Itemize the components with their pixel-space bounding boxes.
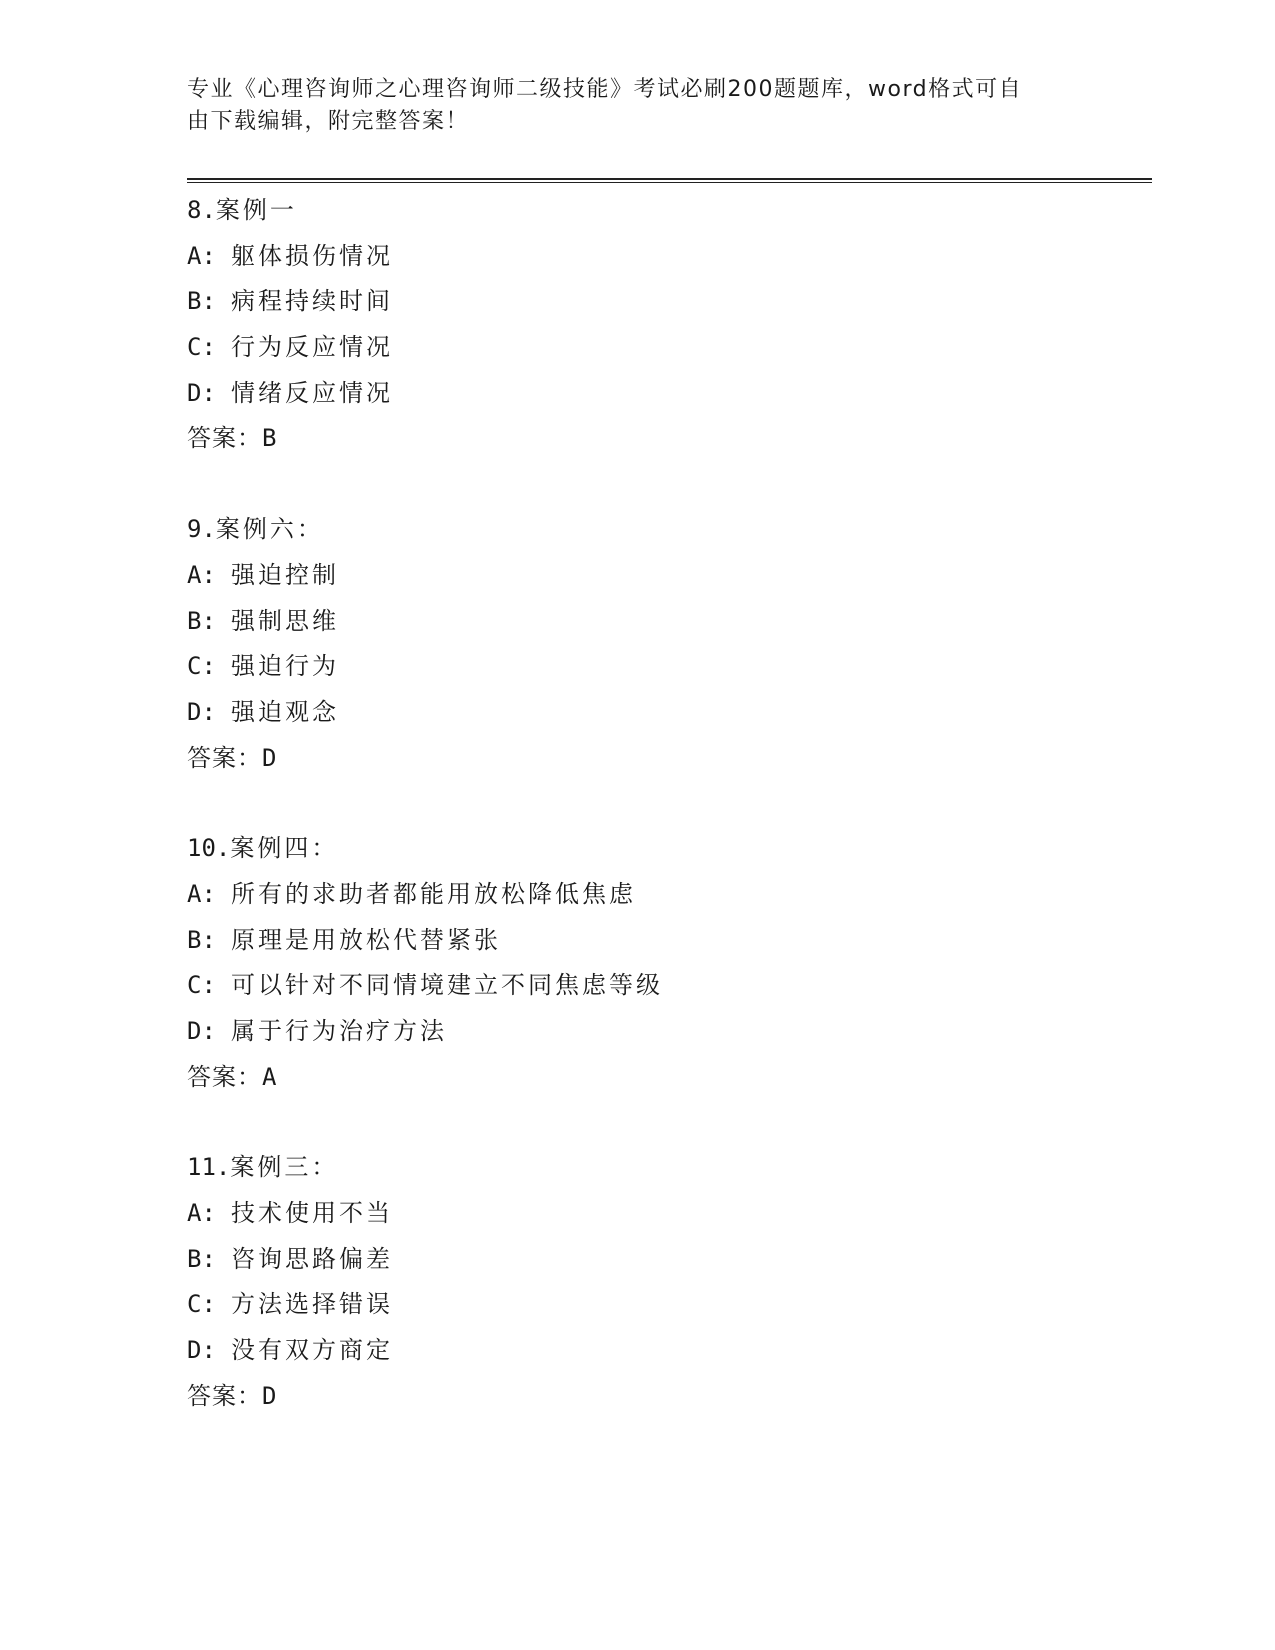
option-text: 病程持续时间 xyxy=(231,287,393,316)
option-text: 强制思维 xyxy=(231,606,339,635)
question-text: 案例一 xyxy=(215,196,297,224)
answer-line xyxy=(187,416,1147,462)
answer-line xyxy=(187,736,1147,782)
header-line-2: 由下载编辑，附完整答案！ xyxy=(187,109,470,134)
option-key: A: xyxy=(187,1199,216,1228)
option-text: 躯体损伤情况 xyxy=(231,241,393,270)
option-c xyxy=(187,1282,1147,1328)
option-text: 强迫观念 xyxy=(231,697,339,726)
option-text: 技术使用不当 xyxy=(231,1199,393,1228)
answer-value: B xyxy=(262,424,277,453)
option-c xyxy=(187,644,1147,690)
option-text: 咨询思路偏差 xyxy=(231,1244,393,1273)
option-text: 方法选择错误 xyxy=(231,1290,393,1319)
header-divider-thick xyxy=(187,178,1152,180)
question-stem xyxy=(187,507,1147,553)
option-key: B: xyxy=(187,287,216,316)
option-d xyxy=(187,690,1147,736)
option-a xyxy=(187,1191,1147,1237)
option-text: 可以针对不同情境建立不同焦虑等级 xyxy=(231,971,663,1000)
option-text: 强迫行为 xyxy=(231,652,339,681)
option-text: 强迫控制 xyxy=(231,560,339,589)
answer-line xyxy=(187,1374,1147,1420)
option-d xyxy=(187,371,1147,417)
question-number: 9. xyxy=(187,515,216,544)
question-stem xyxy=(187,188,1147,234)
answer-value: A xyxy=(262,1062,277,1091)
option-key: B: xyxy=(187,1244,216,1273)
option-key: C: xyxy=(187,1290,216,1319)
option-c xyxy=(187,963,1147,1009)
question-text: 案例三： xyxy=(230,1153,339,1182)
question-10 xyxy=(187,826,1147,1100)
question-11 xyxy=(187,1145,1147,1419)
answer-label: 答案： xyxy=(187,1062,262,1091)
answer-line xyxy=(187,1055,1147,1101)
option-d xyxy=(187,1328,1147,1374)
answer-value: D xyxy=(262,743,277,772)
question-number: 8. xyxy=(187,196,216,224)
option-text: 属于行为治疗方法 xyxy=(231,1017,447,1045)
option-key: A: xyxy=(187,241,216,270)
option-text: 情绪反应情况 xyxy=(231,378,393,407)
option-b xyxy=(187,599,1147,645)
option-a xyxy=(187,872,1147,918)
question-text: 案例四： xyxy=(230,834,339,863)
option-key: D: xyxy=(187,378,216,407)
option-key: B: xyxy=(187,606,216,635)
option-b xyxy=(187,1237,1147,1283)
question-9 xyxy=(187,507,1147,781)
header-line-1: 专业《心理咨询师之心理咨询师二级技能》考试必刷200题题库，word格式可自 xyxy=(187,77,1023,102)
option-key: D: xyxy=(187,1336,216,1365)
document-header xyxy=(187,74,1087,138)
option-key: C: xyxy=(187,652,216,681)
question-text: 案例六： xyxy=(215,515,324,544)
header-divider-thin xyxy=(187,182,1152,183)
option-b xyxy=(187,918,1147,964)
option-a xyxy=(187,553,1147,599)
answer-value: D xyxy=(262,1381,277,1410)
option-text: 所有的求助者都能用放松降低焦虑 xyxy=(231,879,636,908)
option-key: D: xyxy=(187,697,216,726)
question-stem xyxy=(187,826,1147,872)
option-key: C: xyxy=(187,333,216,362)
question-list xyxy=(187,188,1147,1465)
option-a xyxy=(187,234,1147,280)
option-key: B: xyxy=(187,925,216,954)
option-b xyxy=(187,279,1147,325)
option-key: C: xyxy=(187,971,216,1000)
question-number: 10. xyxy=(187,834,231,863)
option-text: 行为反应情况 xyxy=(231,333,393,362)
option-key: D: xyxy=(187,1017,216,1045)
answer-label: 答案： xyxy=(187,1381,262,1410)
option-text: 没有双方商定 xyxy=(231,1336,393,1365)
option-text: 原理是用放松代替紧张 xyxy=(231,925,501,954)
question-8 xyxy=(187,188,1147,462)
question-number: 11. xyxy=(187,1153,231,1182)
question-stem xyxy=(187,1145,1147,1191)
option-key: A: xyxy=(187,560,216,589)
option-key: A: xyxy=(187,879,216,908)
option-c xyxy=(187,325,1147,371)
option-d xyxy=(187,1009,1147,1055)
answer-label: 答案： xyxy=(187,424,262,453)
answer-label: 答案： xyxy=(187,743,262,772)
